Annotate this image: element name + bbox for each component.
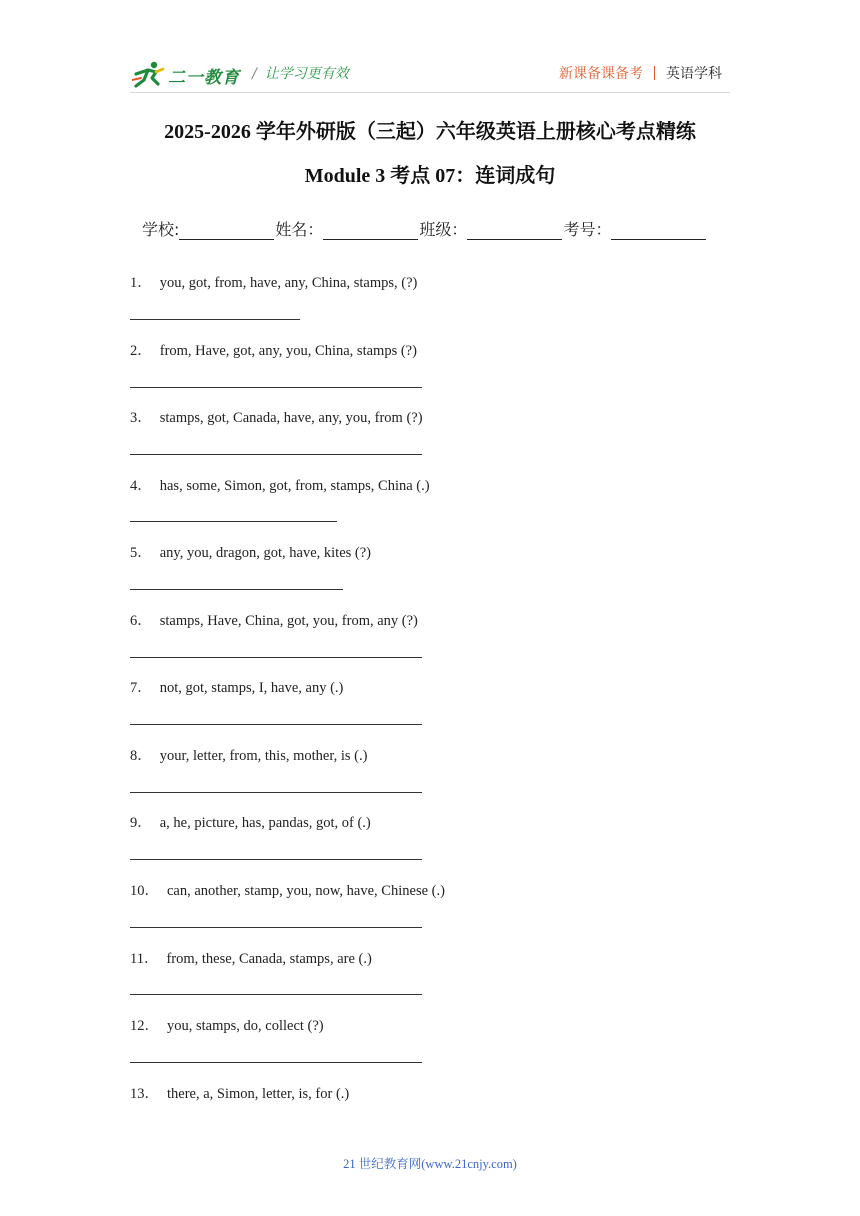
runner-logo-icon <box>132 60 166 90</box>
question-text: stamps, Have, China, got, you, from, any (?) <box>159 613 418 629</box>
question-number: 4． <box>130 478 152 494</box>
question-text: can, another, stamp, you, now, have, Chinese (.) <box>167 883 445 899</box>
name-field[interactable] <box>323 221 418 240</box>
school-field[interactable] <box>179 221 274 240</box>
answer-line-8[interactable] <box>130 792 422 793</box>
slogan-divider: / <box>252 66 257 82</box>
question-7 <box>130 676 343 697</box>
answer-line-12[interactable] <box>130 1062 422 1063</box>
header-subject-label: 英语学科 <box>666 66 722 82</box>
answer-line-3[interactable] <box>130 454 422 455</box>
question-11 <box>130 947 372 968</box>
exam-number-label: 考号： <box>563 220 612 239</box>
answer-line-11[interactable] <box>130 994 422 995</box>
answer-line-2[interactable] <box>130 387 422 388</box>
question-5 <box>130 541 371 562</box>
header-subject <box>559 63 722 83</box>
question-number: 3． <box>130 410 152 426</box>
class-label: 班级： <box>419 220 468 239</box>
exam-number-field[interactable] <box>611 221 706 240</box>
question-9 <box>130 811 371 832</box>
question-number: 11． <box>130 951 159 967</box>
page-footer: 21 世纪教育网(www.21cnjy.com) <box>343 1157 517 1171</box>
question-text: a, he, picture, has, pandas, got, of (.) <box>159 815 371 831</box>
question-text: from, these, Canada, stamps, are (.) <box>166 951 372 967</box>
question-text: not, got, stamps, I, have, any (.) <box>159 680 344 696</box>
question-number: 2． <box>130 343 152 359</box>
answer-line-6[interactable] <box>130 657 422 658</box>
page-header <box>0 52 860 96</box>
question-number: 1． <box>130 275 152 291</box>
question-number: 12． <box>130 1018 159 1034</box>
slogan <box>252 63 349 83</box>
question-number: 6． <box>130 613 152 629</box>
question-number: 13． <box>130 1086 159 1102</box>
header-rule <box>130 92 730 93</box>
question-3 <box>130 406 423 427</box>
header-divider <box>654 66 655 80</box>
page-title: 2025-2026 学年外研版（三起）六年级英语上册核心考点精练 <box>164 121 696 143</box>
question-number: 10． <box>130 883 159 899</box>
question-number: 5． <box>130 545 152 561</box>
question-text: has, some, Simon, got, from, stamps, China (.) <box>159 478 430 494</box>
name-label: 姓名： <box>275 220 324 239</box>
question-13 <box>130 1082 349 1103</box>
question-text: from, Have, got, any, you, China, stamps (?) <box>159 343 417 359</box>
question-6 <box>130 609 418 630</box>
question-1 <box>130 271 417 292</box>
answer-line-7[interactable] <box>130 724 422 725</box>
question-text: any, you, dragon, got, have, kites (?) <box>159 545 372 561</box>
question-4 <box>130 474 430 495</box>
question-number: 9． <box>130 815 152 831</box>
school-label: 学校: <box>142 220 180 239</box>
brand-logo <box>132 60 240 90</box>
question-12 <box>130 1014 324 1035</box>
question-text: you, got, from, have, any, China, stamps, (?) <box>159 275 418 291</box>
question-text: stamps, got, Canada, have, any, you, from (?) <box>159 410 423 426</box>
header-course-label: 新课备课备考 <box>559 66 643 82</box>
answer-line-10[interactable] <box>130 927 422 928</box>
answer-line-5[interactable] <box>130 589 343 590</box>
answer-line-4[interactable] <box>130 521 337 522</box>
answer-line-1[interactable] <box>130 319 300 320</box>
question-number: 7． <box>130 680 152 696</box>
question-text: your, letter, from, this, mother, is (.) <box>159 748 368 764</box>
answer-line-9[interactable] <box>130 859 422 860</box>
student-info-row <box>142 217 707 240</box>
question-text: there, a, Simon, letter, is, for (.) <box>167 1086 350 1102</box>
logo-text: 二一教育 <box>168 67 240 88</box>
class-field[interactable] <box>467 221 562 240</box>
question-8 <box>130 744 367 765</box>
question-10 <box>130 879 445 900</box>
question-text: you, stamps, do, collect (?) <box>167 1018 324 1034</box>
page-subtitle: Module 3 考点 07：连词成句 <box>304 165 556 187</box>
question-number: 8． <box>130 748 152 764</box>
question-2 <box>130 339 417 360</box>
slogan-text: 让学习更有效 <box>264 66 349 82</box>
